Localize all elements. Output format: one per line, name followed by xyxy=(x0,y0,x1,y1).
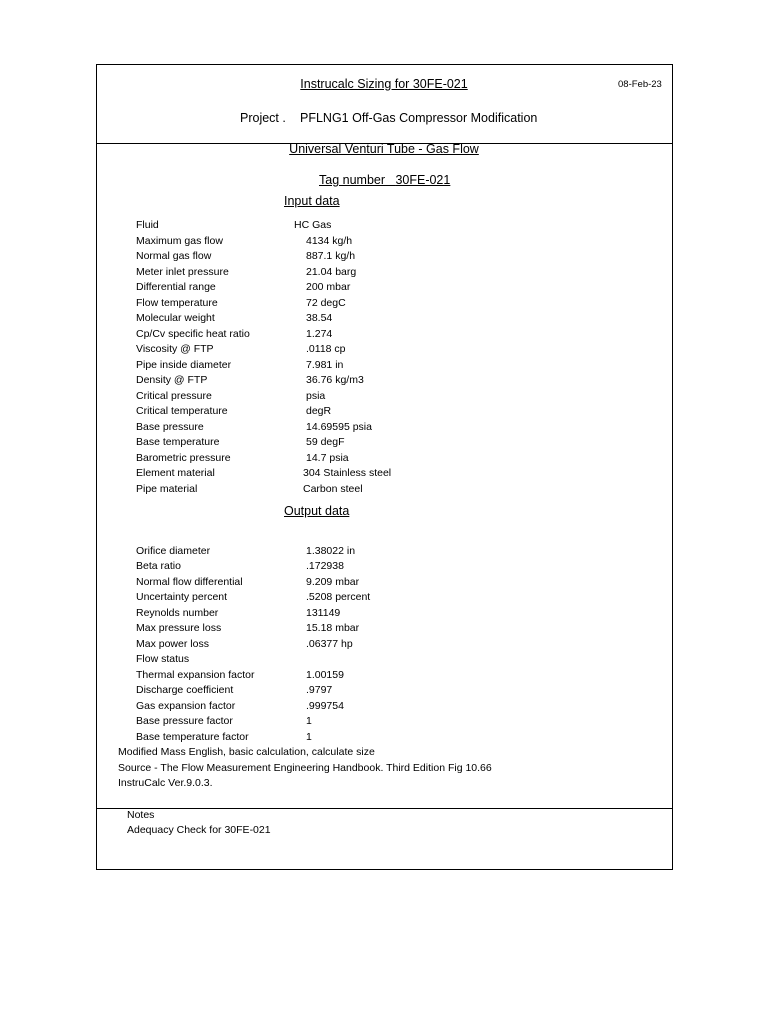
input-value: Carbon steel xyxy=(303,483,363,495)
output-label: Flow status xyxy=(136,653,190,665)
output-data-heading: Output data xyxy=(284,504,350,518)
input-value: 14.69595 psia xyxy=(306,421,372,433)
tag-number xyxy=(319,174,450,187)
input-value: 887.1 kg/h xyxy=(306,250,356,262)
input-value: 7.981 in xyxy=(306,359,344,371)
output-label: Base pressure factor xyxy=(136,715,233,727)
notes-label: Notes xyxy=(127,809,155,821)
input-label: Molecular weight xyxy=(136,312,215,324)
output-value: 1.00159 xyxy=(306,669,344,681)
input-value: 4134 kg/h xyxy=(306,235,353,247)
output-value: .999754 xyxy=(306,700,344,712)
tag-value: 30FE-021 xyxy=(395,173,451,187)
input-value: 200 mbar xyxy=(306,281,351,293)
input-label: Meter inlet pressure xyxy=(136,266,229,278)
input-value: psia xyxy=(306,390,326,402)
sheet-date: 08-Feb-23 xyxy=(618,79,662,90)
output-label: Discharge coefficient xyxy=(136,684,234,696)
output-value: .06377 hp xyxy=(306,638,353,650)
output-value: .172938 xyxy=(306,560,344,572)
output-label: Orifice diameter xyxy=(136,545,211,557)
output-value: 1.38022 in xyxy=(306,545,356,557)
project-name: PFLNG1 Off-Gas Compressor Modification xyxy=(300,111,538,125)
sheet-title: Instrucalc Sizing for 30FE-021 xyxy=(300,77,468,91)
output-label: Reynolds number xyxy=(136,607,219,619)
input-value: degR xyxy=(306,405,332,417)
input-label: Cp/Cv specific heat ratio xyxy=(136,328,250,340)
input-value: 304 Stainless steel xyxy=(303,467,392,479)
project-label: Project . xyxy=(240,111,286,125)
input-value: HC Gas xyxy=(294,219,332,231)
input-label: Element material xyxy=(136,467,215,479)
input-data-heading: Input data xyxy=(284,194,340,208)
software-version: InstruCalc Ver.9.0.3. xyxy=(118,777,213,789)
input-value: 14.7 psia xyxy=(306,452,349,464)
output-label: Base temperature factor xyxy=(136,731,249,743)
input-value: 38.54 xyxy=(306,312,333,324)
input-label: Flow temperature xyxy=(136,297,218,309)
input-label: Density @ FTP xyxy=(136,374,208,386)
input-label: Normal gas flow xyxy=(136,250,212,262)
input-value: 1.274 xyxy=(306,328,333,340)
output-value: 1 xyxy=(306,731,312,743)
input-value: 72 degC xyxy=(306,297,346,309)
output-value: .9797 xyxy=(306,684,333,696)
input-value: 36.76 kg/m3 xyxy=(306,374,364,386)
output-value: .5208 percent xyxy=(306,591,371,603)
output-value: 15.18 mbar xyxy=(306,622,360,634)
input-label: Pipe inside diameter xyxy=(136,359,232,371)
calculation-method: Modified Mass English, basic calculation, calculate size xyxy=(118,746,375,758)
output-label: Normal flow differential xyxy=(136,576,243,588)
input-label: Differential range xyxy=(136,281,216,293)
notes-divider xyxy=(96,808,673,809)
input-label: Base temperature xyxy=(136,436,220,448)
input-value: .0118 cp xyxy=(306,343,346,355)
output-label: Uncertainty percent xyxy=(136,591,228,603)
input-label: Base pressure xyxy=(136,421,204,433)
output-value: 131149 xyxy=(306,607,341,619)
output-label: Max power loss xyxy=(136,638,209,650)
output-label: Max pressure loss xyxy=(136,622,222,634)
input-label: Pipe material xyxy=(136,483,198,495)
input-label: Fluid xyxy=(136,219,159,231)
input-label: Critical pressure xyxy=(136,390,212,402)
output-label: Gas expansion factor xyxy=(136,700,236,712)
output-label: Beta ratio xyxy=(136,560,181,572)
output-value: 9.209 mbar xyxy=(306,576,360,588)
input-label: Maximum gas flow xyxy=(136,235,223,247)
output-label: Thermal expansion factor xyxy=(136,669,255,681)
input-label: Critical temperature xyxy=(136,405,228,417)
source-reference: Source - The Flow Measurement Engineering Handbook. Third Edition Fig 10.66 xyxy=(118,762,492,774)
output-value: 1 xyxy=(306,715,312,727)
input-label: Barometric pressure xyxy=(136,452,231,464)
input-value: 59 degF xyxy=(306,436,345,448)
element-type-title: Universal Venturi Tube - Gas Flow xyxy=(289,142,479,156)
notes-text: Adequacy Check for 30FE-021 xyxy=(127,824,271,836)
input-label: Viscosity @ FTP xyxy=(136,343,214,355)
input-value: 21.04 barg xyxy=(306,266,357,278)
tag-label: Tag number xyxy=(319,173,386,187)
